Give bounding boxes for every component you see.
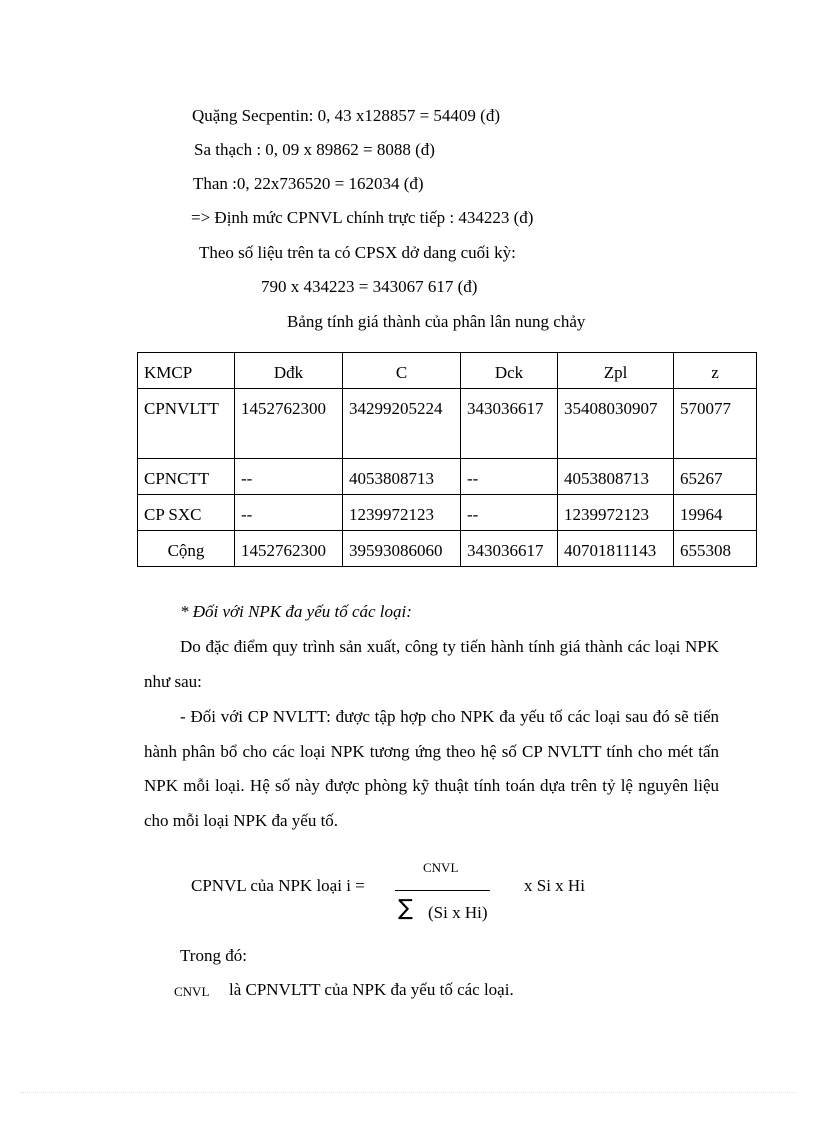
- table-row: [138, 459, 757, 495]
- table-row: [138, 389, 757, 459]
- legend-intro: Trong đó:: [180, 946, 247, 965]
- table-cell: 1452762300: [235, 531, 343, 567]
- npk-paragraph-1-text: Do đặc điểm quy trình sản xuất, công ty tiến hành tính giá thành các loại NPK như sau:: [144, 637, 719, 691]
- table-cell: 343036617: [461, 389, 558, 459]
- table-cell: CPNCTT: [138, 459, 235, 495]
- table-cell: 35408030907: [558, 389, 674, 459]
- table-cell: 65267: [674, 459, 757, 495]
- calc-line-result: 790 x 434223 = 343067 617 (đ): [261, 277, 478, 296]
- footer-divider: [20, 1092, 796, 1093]
- formula-numerator: CNVL: [423, 860, 459, 875]
- table-cell: CP SXC: [138, 495, 235, 531]
- table-cell: 655308: [674, 531, 757, 567]
- table-cell: CPNVLTT: [138, 389, 235, 459]
- table-cell: 40701811143: [558, 531, 674, 567]
- header-cell: C: [343, 353, 461, 389]
- header-cell: KMCP: [138, 353, 235, 389]
- header-cell: Zpl: [558, 353, 674, 389]
- formula-denominator: (Si x Hi): [428, 903, 488, 922]
- table-cell: 1239972123: [343, 495, 461, 531]
- formula-fraction-line: [395, 890, 490, 891]
- header-cell: z: [674, 353, 757, 389]
- table-row: [138, 495, 757, 531]
- table-cell: 39593086060: [343, 531, 461, 567]
- formula-sigma: ∑: [398, 896, 413, 921]
- table-cell: 1452762300: [235, 389, 343, 459]
- header-cell: Dđk: [235, 353, 343, 389]
- calc-line-sa-thach: Sa thạch : 0, 09 x 89862 = 8088 (đ): [194, 140, 435, 159]
- table-cell: 1239972123: [558, 495, 674, 531]
- table-cell: 19964: [674, 495, 757, 531]
- header-cell: Dck: [461, 353, 558, 389]
- table-cell: 34299205224: [343, 389, 461, 459]
- table-cell: --: [461, 459, 558, 495]
- table-title: Bảng tính giá thành của phân lân nung chảy: [287, 312, 586, 331]
- npk-paragraph-1: [144, 630, 719, 699]
- table-cell: 343036617: [461, 531, 558, 567]
- formula-lhs: CPNVL của NPK loại i =: [191, 876, 365, 895]
- table-cell: --: [461, 495, 558, 531]
- legend-symbol: CNVL: [174, 984, 210, 999]
- table-total-row: [138, 531, 757, 567]
- cost-table: [137, 352, 757, 567]
- calc-line-secpentin: Quặng Secpentin: 0, 43 x128857 = 54409 (đ): [192, 106, 500, 125]
- npk-paragraph-2-text: - Đối với CP NVLTT: được tập hợp cho NPK đa yếu tố các loại sau đó sẽ tiến hành phân bổ cho các loại NPK tương ứng theo hệ số CP NVLTT tính cho mét tấn NPK mỗi loại. Hệ số này được phòng kỹ thuật tính toán dựa trên tỷ lệ nguyên liệu cho mỗi loại NPK đa yếu tố.: [144, 707, 719, 830]
- table-cell: 4053808713: [558, 459, 674, 495]
- calc-line-than: Than :0, 22x736520 = 162034 (đ): [193, 174, 424, 193]
- table-cell: --: [235, 459, 343, 495]
- formula-rhs: x Si x Hi: [524, 876, 585, 895]
- calc-line-theo-so-lieu: Theo số liệu trên ta có CPSX dở dang cuối kỳ:: [199, 243, 516, 262]
- npk-paragraph-2: [144, 700, 719, 838]
- calc-line-dinh-muc: => Định mức CPNVL chính trực tiếp : 434223 (đ): [191, 208, 534, 227]
- table-cell: Cộng: [138, 531, 235, 567]
- table-cell: --: [235, 495, 343, 531]
- table-cell: 570077: [674, 389, 757, 459]
- table-cell: 4053808713: [343, 459, 461, 495]
- legend-text: là CPNVLTT của NPK đa yếu tố các loại.: [229, 980, 514, 999]
- npk-heading: * Đối với NPK đa yếu tố các loại:: [180, 602, 412, 621]
- table-header-row: [138, 353, 757, 389]
